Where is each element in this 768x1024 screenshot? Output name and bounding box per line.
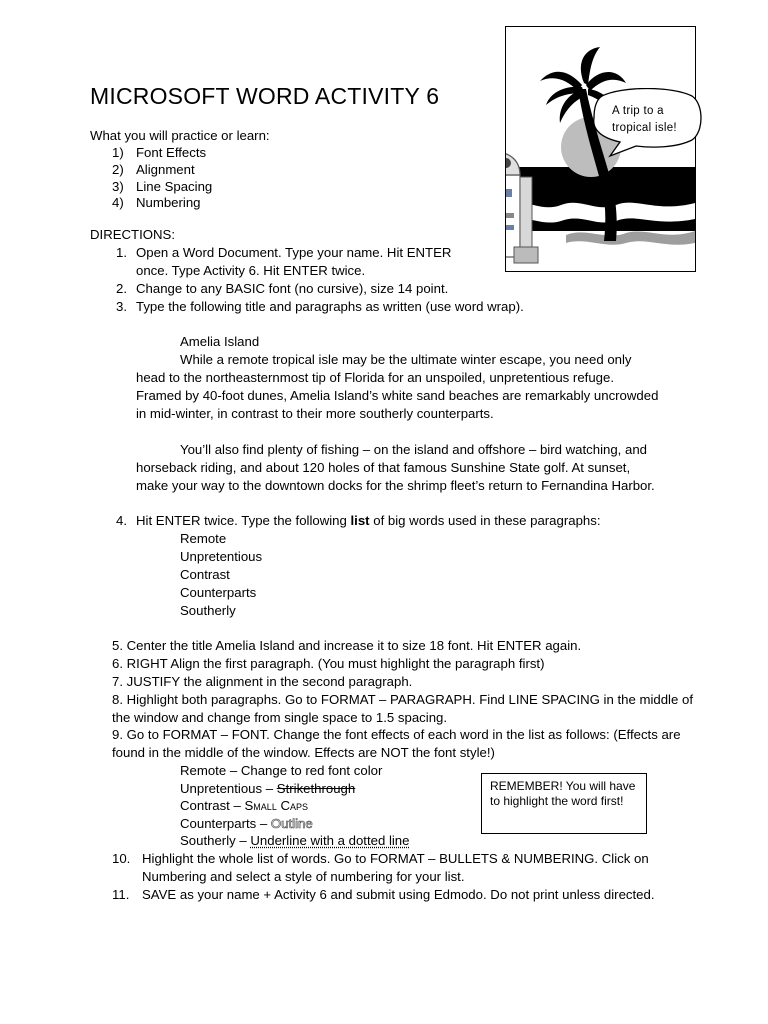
remember-note: REMEMBER! You will have to highlight the word first! — [481, 773, 647, 834]
step-5: 5. Center the title Amelia Island and increase it to size 18 font. Hit ENTER again. — [112, 638, 582, 653]
step-8-line1: 8. Highlight both paragraphs. Go to FORMAT – PARAGRAPH. Find LINE SPACING in the middle of — [112, 692, 693, 707]
word-list-item: Unpretentious — [180, 549, 263, 564]
effect-separator: – — [262, 781, 277, 796]
word-list-item: Remote — [180, 531, 227, 546]
word-list-item: Contrast — [180, 567, 230, 582]
step-3: Type the following title and paragraphs as written (use word wrap). — [136, 299, 524, 314]
document-title: MICROSOFT WORD ACTIVITY 6 — [90, 83, 440, 109]
practice-item: Line Spacing — [136, 179, 213, 194]
effect-description-small-caps: Small Caps — [244, 798, 309, 813]
step-number: 1. — [116, 245, 127, 260]
speech-bubble-text: A trip to a tropical isle! — [612, 105, 677, 134]
effect-separator: – — [226, 763, 241, 778]
practice-item-num: 4) — [112, 195, 124, 210]
step-10-line1: Highlight the whole list of words. Go to FORMAT – BULLETS & NUMBERING. Click on — [142, 851, 649, 866]
step-11: SAVE as your name + Activity 6 and submit using Edmodo. Do not print unless directed. — [142, 887, 655, 902]
effect-word: Southerly — [180, 833, 236, 848]
effect-separator: – — [229, 798, 245, 813]
practice-item-num: 3) — [112, 179, 124, 194]
step-2: Change to any BASIC font (no cursive), size 14 point. — [136, 281, 449, 296]
sample-para1-line: While a remote tropical isle may be the ultimate winter escape, you need only — [180, 352, 632, 367]
effect-description-strikethrough: Strikethrough — [276, 781, 356, 796]
effect-word: Remote — [180, 763, 227, 778]
step-9-line2: found in the middle of the window. Effects are NOT the font style!) — [112, 745, 495, 760]
practice-heading: What you will practice or learn: — [90, 128, 270, 143]
step-8-line2: the window and change from single space to 1.5 spacing. — [112, 710, 448, 725]
effect-item — [180, 762, 382, 780]
step-4-text: Hit ENTER twice. Type the following — [136, 513, 351, 528]
effect-description-dotted-underline: Underline with a dotted line — [250, 833, 410, 848]
step-number: 11. — [112, 887, 130, 902]
sample-title: Amelia Island — [180, 334, 260, 349]
effect-item — [180, 832, 409, 850]
step-number: 3. — [116, 299, 127, 314]
effect-item — [180, 815, 313, 833]
step-4-bold-word: list — [350, 513, 370, 528]
practice-item: Font Effects — [136, 145, 207, 160]
step-4 — [136, 512, 601, 530]
step-6: 6. RIGHT Align the first paragraph. (You must highlight the paragraph first) — [112, 656, 545, 671]
step-number: 4. — [116, 513, 127, 528]
step-10-line2: Numbering and select a style of numbering for your list. — [142, 869, 465, 884]
sample-para1-line: Framed by 40-foot dunes, Amelia Island’s white sand beaches are remarkably uncrowded — [136, 388, 659, 403]
directions-heading: DIRECTIONS: — [90, 227, 175, 242]
practice-item-num: 1) — [112, 145, 124, 160]
word-list-item: Southerly — [180, 603, 236, 618]
step-1-line2: once. Type Activity 6. Hit ENTER twice. — [136, 263, 366, 278]
practice-item: Numbering — [136, 195, 201, 210]
effect-description: Change to red font color — [240, 763, 383, 778]
sample-para2-line: make your way to the downtown docks for the shrimp fleet’s return to Fernandina Harbor. — [136, 478, 655, 493]
step-1-line1: Open a Word Document. Type your name. Hit ENTER — [136, 245, 452, 260]
effect-item — [180, 797, 308, 815]
effect-word: Unpretentious — [180, 781, 263, 796]
sample-para2-line: You’ll also find plenty of fishing – on the island and offshore – bird watching, and — [180, 442, 648, 457]
step-number: 10. — [112, 851, 131, 866]
effect-word: Contrast — [180, 798, 230, 813]
word-list-item: Counterparts — [180, 585, 257, 600]
effect-item — [180, 780, 355, 798]
practice-item-num: 2) — [112, 162, 124, 177]
effect-separator: – — [256, 816, 271, 831]
effect-word: Counterparts — [180, 816, 257, 831]
step-4-text-end: of big words used in these paragraphs: — [369, 513, 601, 528]
effect-separator: – — [235, 833, 251, 848]
effect-description-outline: Outline — [270, 816, 313, 831]
sample-para2-line: horseback riding, and about 120 holes of that famous Sunshine State golf. At sunset, — [136, 460, 631, 475]
practice-item: Alignment — [136, 162, 195, 177]
step-9-line1: 9. Go to FORMAT – FONT. Change the font effects of each word in the list as follows: (Effects are — [112, 727, 681, 742]
step-number: 2. — [116, 281, 127, 296]
sample-para1-line: in mid-winter, in contrast to their more southerly counterparts. — [136, 406, 494, 421]
sample-para1-line: head to the northeasternmost tip of Florida for an unspoiled, unpretentious refuge. — [136, 370, 614, 385]
step-7: 7. JUSTIFY the alignment in the second paragraph. — [112, 674, 413, 689]
